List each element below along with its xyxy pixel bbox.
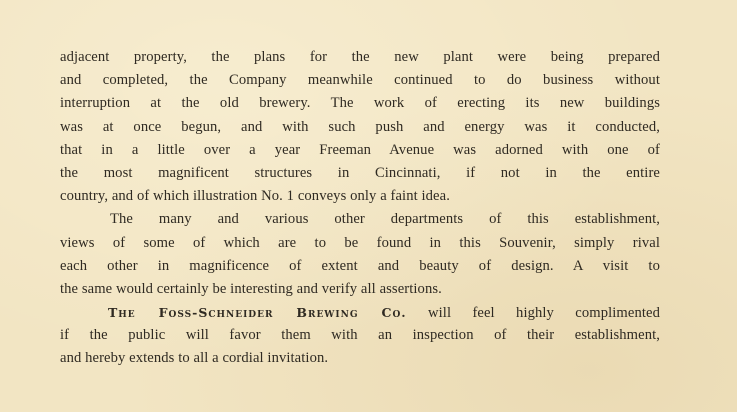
text-line: each other in magnificence of extent and beauty of design. A visit to bbox=[60, 257, 660, 274]
text-line: was at once begun, and with such push and energy was it conducted, bbox=[60, 118, 660, 135]
text-line bbox=[60, 301, 660, 324]
paragraph-2 bbox=[60, 208, 660, 301]
text-line: that in a little over a year Freeman Avenue was adorned with one of bbox=[60, 141, 660, 158]
text-line: if the public will favor them with an inspection of their establishment, bbox=[60, 327, 660, 344]
text-line: The many and various other departments of this establishment, bbox=[110, 211, 660, 228]
document-text bbox=[60, 46, 660, 371]
text-line: the most magnificent structures in Cincinnati, if not in the entire bbox=[60, 164, 660, 181]
text-line: and completed, the Company meanwhile continued to do business without bbox=[60, 72, 660, 89]
text-line: the same would certainly be interesting and verify all assertions. bbox=[60, 280, 442, 297]
text-line: and hereby extends to all a cordial invitation. bbox=[60, 350, 329, 367]
company-name: The Foss-Schneider Brewing Co. bbox=[108, 305, 407, 321]
text-line: country, and of which illustration No. 1 conveys only a faint idea. bbox=[60, 188, 450, 205]
text-line: views of some of which are to be found in this Souvenir, simply rival bbox=[60, 234, 660, 251]
text-fragment: will feel highly complimented bbox=[406, 305, 660, 322]
text-line: interruption at the old brewery. The work of erecting its new buildings bbox=[60, 95, 660, 112]
paragraph-3 bbox=[60, 301, 660, 371]
paragraph-1 bbox=[60, 46, 660, 208]
text-line: adjacent property, the plans for the new plant were being prepared bbox=[60, 49, 660, 65]
